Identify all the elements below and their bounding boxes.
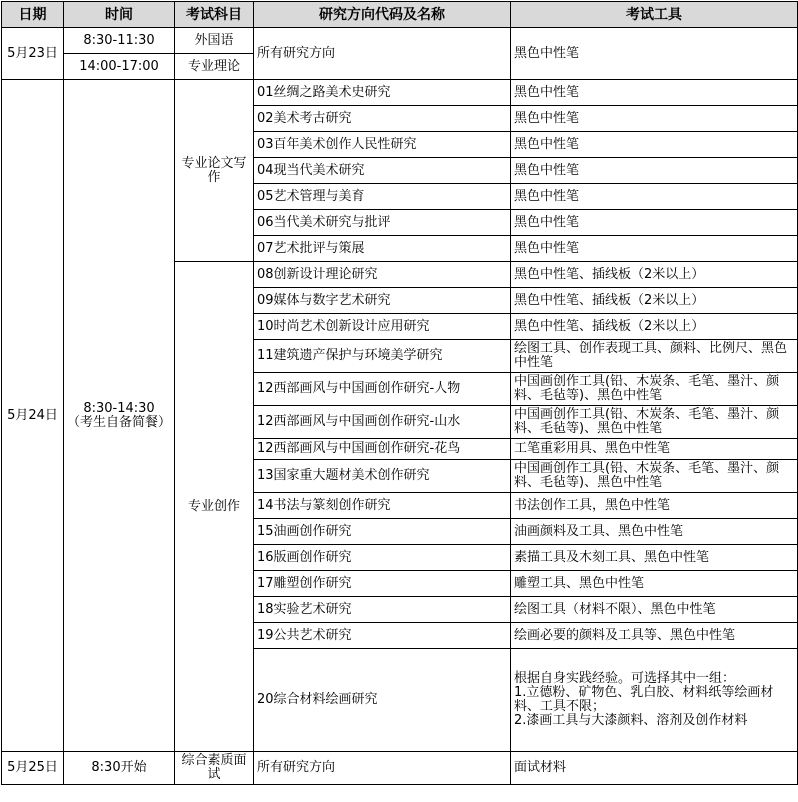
direction-cell: 所有研究方向 xyxy=(254,752,511,785)
table-row xyxy=(2,80,798,106)
direction-cell: 所有研究方向 xyxy=(254,28,511,80)
tool-cell: 黑色中性笔、插线板（2米以上） xyxy=(511,314,798,340)
header-direction: 研究方向代码及名称 xyxy=(254,2,511,28)
direction-cell: 08创新设计理论研究 xyxy=(254,262,511,288)
date-cell: 5月23日 xyxy=(2,28,64,80)
direction-cell: 17雕塑创作研究 xyxy=(254,571,511,597)
direction-cell: 03百年美术创作人民性研究 xyxy=(254,132,511,158)
header-tool: 考试工具 xyxy=(511,2,798,28)
direction-cell: 01丝绸之路美术史研究 xyxy=(254,80,511,106)
direction-cell: 07艺术批评与策展 xyxy=(254,236,511,262)
tool-cell: 绘画必要的颜料及工具等、黑色中性笔 xyxy=(511,623,798,649)
tool-cell: 黑色中性笔 xyxy=(511,236,798,262)
tool-cell: 油画颜料及工具、黑色中性笔 xyxy=(511,519,798,545)
direction-cell: 15油画创作研究 xyxy=(254,519,511,545)
direction-cell: 11建筑遗产保护与环境美学研究 xyxy=(254,340,511,373)
tool-cell: 黑色中性笔 xyxy=(511,210,798,236)
tool-cell: 素描工具及木刻工具、黑色中性笔 xyxy=(511,545,798,571)
subject-cell: 专业创作 xyxy=(175,262,254,752)
header-subject: 考试科目 xyxy=(175,2,254,28)
direction-cell: 02美术考古研究 xyxy=(254,106,511,132)
subject-cell: 专业理论 xyxy=(175,54,254,80)
tool-cell: 工笔重彩用具、黑色中性笔 xyxy=(511,439,798,460)
direction-cell: 06当代美术研究与批评 xyxy=(254,210,511,236)
tool-cell: 中国画创作工具(铅、木炭条、毛笔、墨汁、颜料、毛毡等)、黑色中性笔 xyxy=(511,460,798,493)
tool-cell: 根据自身实践经验。可选择其中一组： 1.立德粉、矿物色、乳白胶、材料纸等绘画材料、工具不限； 2.漆画工具与大漆颜料、溶剂及创作材料 xyxy=(511,649,798,752)
tool-cell: 黑色中性笔 xyxy=(511,132,798,158)
direction-cell: 10时尚艺术创新设计应用研究 xyxy=(254,314,511,340)
header-time: 时间 xyxy=(64,2,175,28)
tool-cell: 雕塑工具、黑色中性笔 xyxy=(511,571,798,597)
subject-cell: 外国语 xyxy=(175,28,254,54)
tool-cell: 中国画创作工具(铅、木炭条、毛笔、墨汁、颜料、毛毡等)、黑色中性笔 xyxy=(511,406,798,439)
direction-cell: 14书法与篆刻创作研究 xyxy=(254,493,511,519)
tool-cell: 黑色中性笔 xyxy=(511,158,798,184)
direction-cell: 04现当代美术研究 xyxy=(254,158,511,184)
header-date: 日期 xyxy=(2,2,64,28)
tool-cell: 黑色中性笔 xyxy=(511,80,798,106)
direction-cell: 20综合材料绘画研究 xyxy=(254,649,511,752)
table-row xyxy=(2,752,798,785)
direction-cell: 18实验艺术研究 xyxy=(254,597,511,623)
direction-cell: 12西部画风与中国画创作研究-山水 xyxy=(254,406,511,439)
tool-cell: 绘图工具、创作表现工具、颜料、比例尺、黑色中性笔 xyxy=(511,340,798,373)
date-cell: 5月24日 xyxy=(2,80,64,752)
direction-cell: 13国家重大题材美术创作研究 xyxy=(254,460,511,493)
time-cell: 8:30-14:30 （考生自备简餐） xyxy=(64,80,175,752)
tool-cell: 黑色中性笔、插线板（2米以上） xyxy=(511,262,798,288)
header-row xyxy=(2,2,798,28)
tool-cell: 中国画创作工具(铅、木炭条、毛笔、墨汁、颜料、毛毡等)、黑色中性笔 xyxy=(511,373,798,406)
tool-cell: 书法创作工具，黑色中性笔 xyxy=(511,493,798,519)
exam-schedule-table xyxy=(1,1,798,785)
tool-cell: 黑色中性笔 xyxy=(511,28,798,80)
direction-cell: 12西部画风与中国画创作研究-人物 xyxy=(254,373,511,406)
table-row xyxy=(2,28,798,54)
tool-cell: 黑色中性笔 xyxy=(511,184,798,210)
time-cell: 8:30-11:30 xyxy=(64,28,175,54)
subject-cell: 专业论文写作 xyxy=(175,80,254,262)
direction-cell: 19公共艺术研究 xyxy=(254,623,511,649)
time-cell: 8:30开始 xyxy=(64,752,175,785)
direction-cell: 05艺术管理与美育 xyxy=(254,184,511,210)
date-cell: 5月25日 xyxy=(2,752,64,785)
direction-cell: 16版画创作研究 xyxy=(254,545,511,571)
tool-cell: 黑色中性笔、插线板（2米以上） xyxy=(511,288,798,314)
tool-cell: 绘图工具（材料不限）、黑色中性笔 xyxy=(511,597,798,623)
subject-cell: 综合素质面试 xyxy=(175,752,254,785)
tool-cell: 黑色中性笔 xyxy=(511,106,798,132)
direction-cell: 12西部画风与中国画创作研究-花鸟 xyxy=(254,439,511,460)
tool-cell: 面试材料 xyxy=(511,752,798,785)
time-cell: 14:00-17:00 xyxy=(64,54,175,80)
direction-cell: 09媒体与数字艺术研究 xyxy=(254,288,511,314)
